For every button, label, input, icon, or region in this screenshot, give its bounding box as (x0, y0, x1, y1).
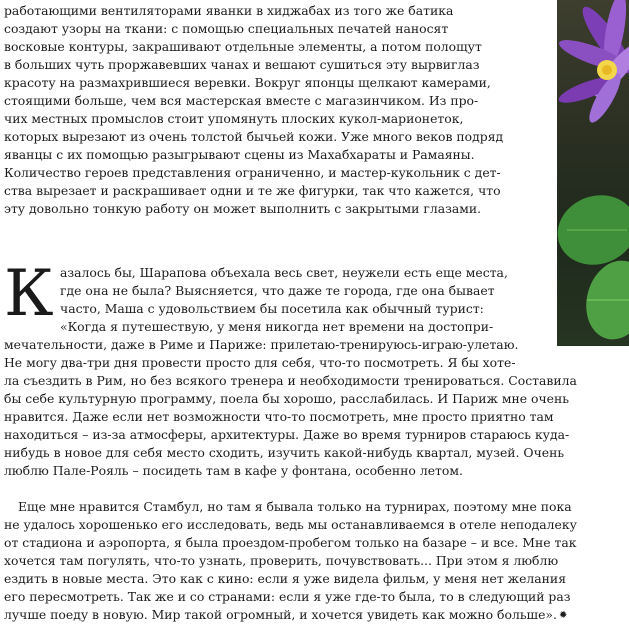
text-line: мечательности, даже в Риме и Париже: прилетаю-тренируюсь-играю-улетаю. (4, 337, 519, 352)
text-line: часто, Маша с удовольствием бы посетила как обычный турист: (60, 301, 484, 316)
text-line: где она не была? Выясняется, что даже те города, где она бывает (60, 283, 495, 298)
text-line: красоту на размахрившиеся веревки. Вокруг японцы щелкают камерами, (4, 75, 491, 90)
text-line: нравится. Даже если нет возможности что-то посмотреть, мне просто приятно там (4, 409, 554, 424)
text-line: чих местных промыслов стоит упомянуть плоских кукол-марионеток, (4, 111, 464, 126)
text-line: в больших чуть проржавевших чанах и вешают сушиться эту вырвиглаз (4, 57, 480, 72)
drop-cap: К (4, 257, 54, 331)
paragraph-sharapova-quote (0, 318, 577, 480)
text-line: восковые контуры, закрашивают отдельные элементы, а потом полощут (4, 39, 482, 54)
text-line: Не могу два-три дня провести просто для себя, что-то посмотреть. Я бы хоте- (4, 355, 516, 370)
text-line: ездить в новые места. Это как с кино: если я уже видела фильм, у меня нет желания (4, 571, 567, 586)
text-line: Количество героев представления ограниченно, и мастер-кукольник с дет- (4, 165, 501, 180)
text-line: работающими вентиляторами яванки в хиджабах из того же батика (4, 3, 454, 18)
text-line: Еще мне нравится Стамбул, но там я бывала только на турнирах, поэтому мне пока (18, 499, 572, 514)
text-line: стоящими больше, чем вся мастерская вместе с магазинчиком. Из про- (4, 93, 479, 108)
last-line-text: лучше поеду в новую. Мир такой огромный, и хочется увидеть как можно больше». (4, 607, 557, 622)
lotus-flower-icon (557, 0, 629, 346)
text-line (0, 606, 577, 624)
text-line: которых вырезают из очень толстой бычьей кожи. Уже много веков подряд (4, 129, 504, 144)
text-line: ла съездить в Рим, но без всякого тренера и необходимости тренироваться. Составила (4, 373, 577, 388)
text-line: яванцы с их помощью разыгрывают сцены из Махабхараты и Рамаяны. (4, 147, 475, 162)
paragraph-batik (0, 2, 503, 218)
text-line: его пересмотреть. Так же и со странами: если я уже где-то была, то в следующий раз (4, 589, 571, 604)
paragraph-istanbul (0, 498, 577, 624)
text-line: эту довольно тонкую работу он может выполнить с закрытыми глазами. (4, 201, 482, 216)
text-line: «Когда я путешествую, у меня никогда нет времени на достопри- (60, 319, 494, 334)
text-line: бы себе культурную программу, поела бы хорошо, расслабилась. И Париж мне очень (4, 391, 569, 406)
article-end-mark-icon: ✹ (558, 610, 568, 621)
text-line: от стадиона и аэропорта, я была проездом-пробегом только на базаре – и все. Мне так (4, 535, 577, 550)
lotus-flower-photo (557, 0, 629, 346)
text-line: находиться – из-за атмосферы, архитектуры. Даже во время турниров стараюсь куда- (4, 427, 570, 442)
text-line: нибудь в новое для себя место сходить, изучить какой-нибудь квартал, музей. Очень (4, 445, 565, 460)
text-line: создают узоры на ткани: с помощью специальных печатей наносят (4, 21, 449, 36)
text-line: люблю Пале-Рояль – посидеть там в кафе у фонтана, особенно летом. (4, 463, 463, 478)
text-line: хочется там погулять, что-то узнать, проверить, почувствовать... При этом я люблю (4, 553, 559, 568)
paragraph-sharapova-intro (0, 264, 508, 318)
text-line: не удалось хорошенько его исследовать, ведь мы останавливаемся в отеле неподалеку (4, 517, 577, 532)
text-line: ства вырезает и раскрашивает одни и те же фигурки, так что кажется, что (4, 183, 501, 198)
text-line: азалось бы, Шарапова объехала весь свет, неужели есть еще места, (60, 265, 508, 280)
